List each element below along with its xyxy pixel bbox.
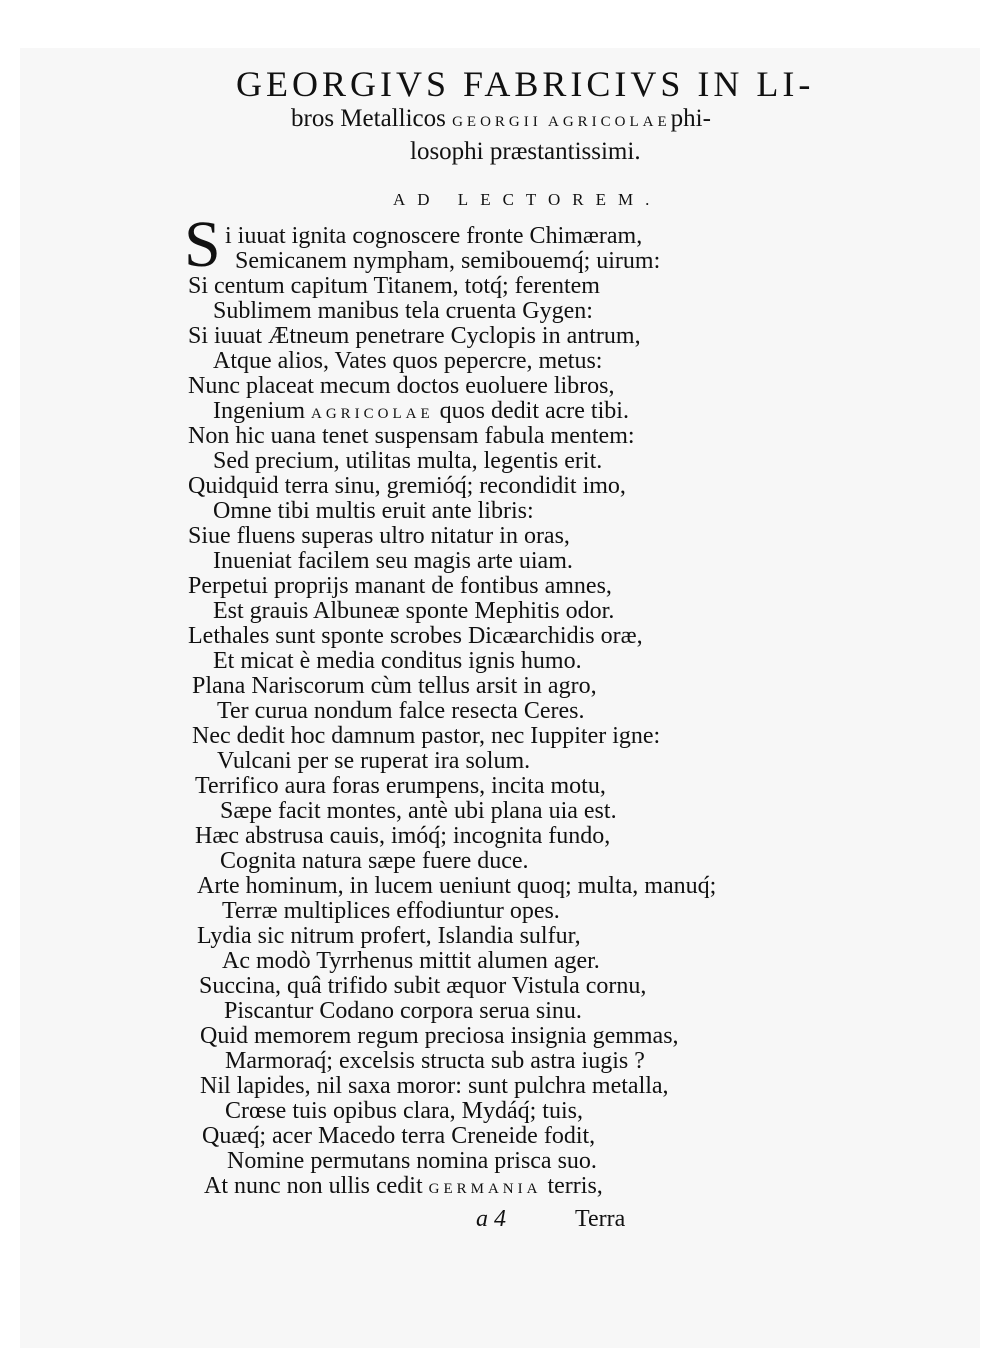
poem-line: Quæq́; acer Macedo terra Creneide fodit, xyxy=(202,1123,596,1149)
poem-line: Terræ multiplices effodiuntur opes. xyxy=(222,898,560,924)
poem-line: Sublimem manibus tela cruenta Gygen: xyxy=(213,298,593,324)
poem-line: Piscantur Codano corpora serua sinu. xyxy=(224,998,582,1024)
heading-line-1: GEORGIVS FABRICIVS IN LI- xyxy=(236,64,815,104)
heading-line-2-text: bros Metallicos xyxy=(291,105,446,132)
poem-line xyxy=(213,399,629,423)
poem-line-text: terris, xyxy=(547,1173,603,1199)
poem-line: Marmoraq́; excelsis structa sub astra iugis ? xyxy=(225,1048,645,1074)
poem-line-text: At nunc non ullis cedit xyxy=(204,1173,423,1199)
poem-line: Ac modò Tyrrhenus mittit alumen ager. xyxy=(222,948,600,974)
poem-line: Ter curua nondum falce resecta Ceres. xyxy=(217,698,585,724)
poem-line: Omne tibi multis eruit ante libris: xyxy=(213,498,534,524)
heading-line-3: losophi præstantissimi. xyxy=(410,138,641,165)
poem-line: Quidquid terra sinu, gremióq́; recondidit imo, xyxy=(188,473,626,499)
poem-line: Quid memorem regum preciosa insignia gemmas, xyxy=(200,1023,679,1049)
author-name-agricolae: AGRICOLAE xyxy=(310,406,434,422)
poem-line: Nil lapides, nil saxa moror: sunt pulchra metalla, xyxy=(200,1073,669,1099)
poem-line: Lethales sunt sponte scrobes Dicæarchidis oræ, xyxy=(188,623,643,649)
poem-line: Crœse tuis opibus clara, Mydáq́; tuis, xyxy=(225,1098,583,1124)
poem-line: Terrifico aura foras erumpens, incita motu, xyxy=(195,773,606,799)
poem-line: Inueniat facilem seu magis arte uiam. xyxy=(213,548,573,574)
poem-line: Nec dedit hoc damnum pastor, nec Iuppiter igne: xyxy=(192,723,661,749)
country-name-germania: GERMANIA xyxy=(428,1181,542,1197)
poem-line: Atque alios, Vates quos pepercre, metus: xyxy=(213,348,603,374)
poem-line: Cognita natura sæpe fuere duce. xyxy=(220,848,529,874)
poem-line: Succina, quâ trifido subit æquor Vistula cornu, xyxy=(199,973,647,999)
heading-line-2-end: phi- xyxy=(670,105,711,132)
poem-line xyxy=(204,1174,603,1198)
poem-line: Semicanem nympham, semibouemq́; uirum: xyxy=(235,248,661,274)
poem-line: Arte hominum, in lucem ueniunt quoq; multa, manuq́; xyxy=(197,873,717,899)
subtitle: AD LECTOREM. xyxy=(393,190,662,209)
poem-line: Vulcani per se ruperat ira solum. xyxy=(217,748,531,774)
poem-line: Et micat è media conditus ignis humo. xyxy=(213,648,582,674)
drop-cap: S xyxy=(184,208,221,281)
poem-line: Perpetui proprijs manant de fontibus amnes, xyxy=(188,573,612,599)
poem-line: Plana Nariscorum cùm tellus arsit in agro, xyxy=(192,673,597,699)
signature-mark: a 4 xyxy=(476,1206,506,1232)
catchword: Terra xyxy=(575,1206,626,1232)
poem-line: Siue fluens superas ultro nitatur in oras, xyxy=(188,523,570,549)
poem-line: Nunc placeat mecum doctos euoluere libros, xyxy=(188,373,615,399)
poem-line: Lydia sic nitrum profert, Islandia sulfur, xyxy=(197,923,581,949)
poem-line: Si centum capitum Titanem, totq́; ferentem xyxy=(188,273,600,299)
poem-line: Est grauis Albuneæ sponte Mephitis odor. xyxy=(213,598,615,624)
poem-line: Hæc abstrusa cauis, imóq́; incognita fundo, xyxy=(195,823,611,849)
poem-line: Sæpe facit montes, antè ubi plana uia est. xyxy=(220,798,617,824)
poem-line: Non hic uana tenet suspensam fabula mentem: xyxy=(188,423,635,449)
author-name-georgii: GEORGII xyxy=(452,114,542,130)
poem-line: Nomine permutans nomina prisca suo. xyxy=(227,1148,597,1174)
poem-line: i iuuat ignita cognoscere fronte Chimæram, xyxy=(225,223,643,249)
poem-line-text: quos dedit acre tibi. xyxy=(439,398,629,424)
poem-line: Sed precium, utilitas multa, legentis erit. xyxy=(213,448,603,474)
author-name-agricolae: AGRICOLAE xyxy=(548,114,671,130)
poem-line-text: Ingenium xyxy=(213,398,305,424)
poem-line: Si iuuat Ætneum penetrare Cyclopis in antrum, xyxy=(188,323,641,349)
